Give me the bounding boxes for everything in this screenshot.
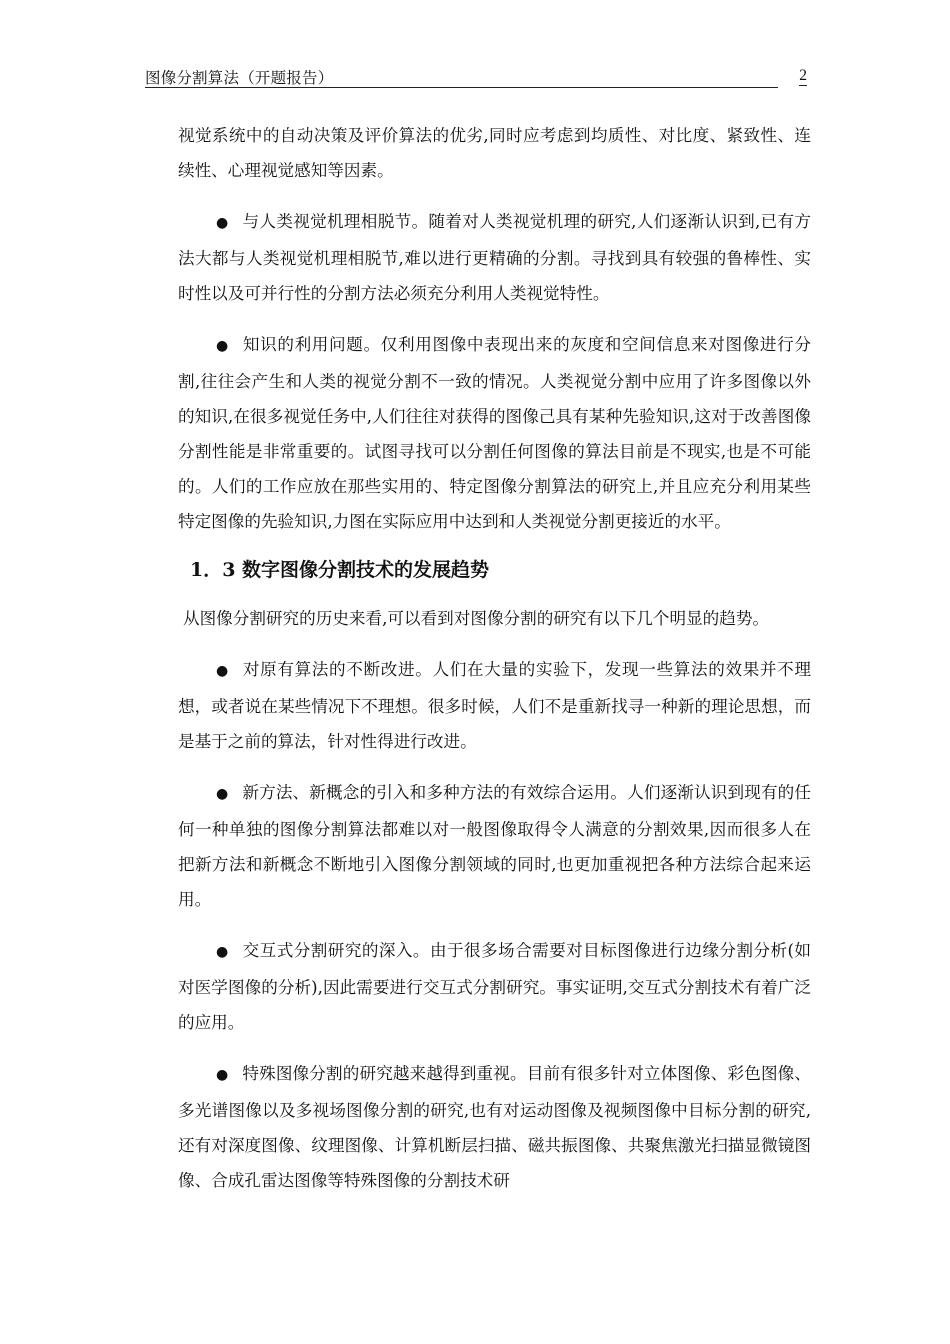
- continued-paragraph: [145, 118, 811, 188]
- bullet-text: 与人类视觉机理相脱节。随着对人类视觉机理的研究,人们逐渐认识到,已有方法大都与人类视觉机理相脱节,难以进行更精确的分割。寻找到具有较强的鲁棒性、实时性以及可并行性的分割方法必须充分利用人类视觉特性。: [178, 212, 811, 303]
- document-body: [145, 118, 811, 1198]
- bullet-paragraph: [178, 327, 811, 539]
- bullet-item-improvement: [145, 652, 811, 759]
- header-rule: [145, 87, 778, 88]
- bullet-paragraph: [178, 775, 811, 917]
- page-header: [145, 64, 807, 90]
- trend-intro-paragraph: 从图像分割研究的历史来看,可以看到对图像分割的研究有以下几个明显的趋势。: [183, 609, 770, 628]
- bullet-paragraph: [178, 1056, 811, 1198]
- bullet-icon: ●: [216, 338, 229, 354]
- paragraph-text: 视觉系统中的自动决策及评价算法的优劣,同时应考虑到均质性、对比度、紧致性、连续性、心理视觉感知等因素。: [178, 126, 811, 180]
- bullet-icon: ●: [216, 786, 229, 802]
- bullet-item-knowledge: [145, 327, 811, 539]
- header-title: 图像分割算法（开题报告）: [145, 69, 334, 87]
- bullet-icon: ●: [216, 663, 229, 679]
- bullet-icon: ●: [216, 944, 229, 960]
- bullet-text: 对原有算法的不断改进。人们在大量的实验下，发现一些算法的效果并不理想，或者说在某些情况下不理想。很多时候，人们不是重新找寻一种新的理论思想，而是基于之前的算法，针对性得进行改进。: [178, 660, 811, 751]
- bullet-icon: ●: [216, 215, 229, 231]
- bullet-paragraph: [178, 933, 811, 1040]
- bullet-icon: ●: [216, 1067, 229, 1083]
- bullet-paragraph: [178, 652, 811, 759]
- bullet-paragraph: [178, 204, 811, 311]
- bullet-item-interactive: [145, 933, 811, 1040]
- bullet-text: 新方法、新概念的引入和多种方法的有效综合运用。人们逐渐认识到现有的任何一种单独的图像分割算法都难以对一般图像取得令人满意的分割效果,因而很多人在把新方法和新概念不断地引入图像分割领域的同时,也更加重视把各种方法综合起来运用。: [178, 783, 812, 909]
- bullet-item-new-methods: [145, 775, 811, 917]
- bullet-item-special-images: [145, 1056, 811, 1198]
- bullet-text: 特殊图像分割的研究越来越得到重视。目前有很多针对立体图像、彩色图像、多光谱图像以及多视场图像分割的研究,也有对运动图像及视频图像中目标分割的研究,还有对深度图像、纹理图像、计算机断层扫描、磁共振图像、共聚焦激光扫描显微镜图像、合成孔雷达图像等特殊图像的分割技术研: [178, 1064, 812, 1190]
- bullet-text: 知识的利用问题。仅利用图像中表现出来的灰度和空间信息来对图像进行分割,往往会产生和人类的视觉分割不一致的情况。人类视觉分割中应用了许多图像以外的知识,在很多视觉任务中,人们往往对获得的图像己具有某种先验知识,这对于改善图像分割性能是非常重要的。试图寻找可以分割任何图像的算法目前是不现实,也是不可能的。人们的工作应放在那些实用的、特定图像分割算法的研究上,并且应充分利用某些特定图像的先验知识,力图在实际应用中达到和人类视觉分割更接近的水平。: [178, 335, 811, 531]
- bullet-item-human-vision: [145, 204, 811, 311]
- section-heading: 1．3 数字图像分割技术的发展趋势: [190, 559, 490, 581]
- bullet-text: 交互式分割研究的深入。由于很多场合需要对目标图像进行边缘分割分析(如对医学图像的分析),因此需要进行交互式分割研究。事实证明,交互式分割技术有着广泛的应用。: [178, 941, 811, 1032]
- page-number: 2: [799, 67, 807, 84]
